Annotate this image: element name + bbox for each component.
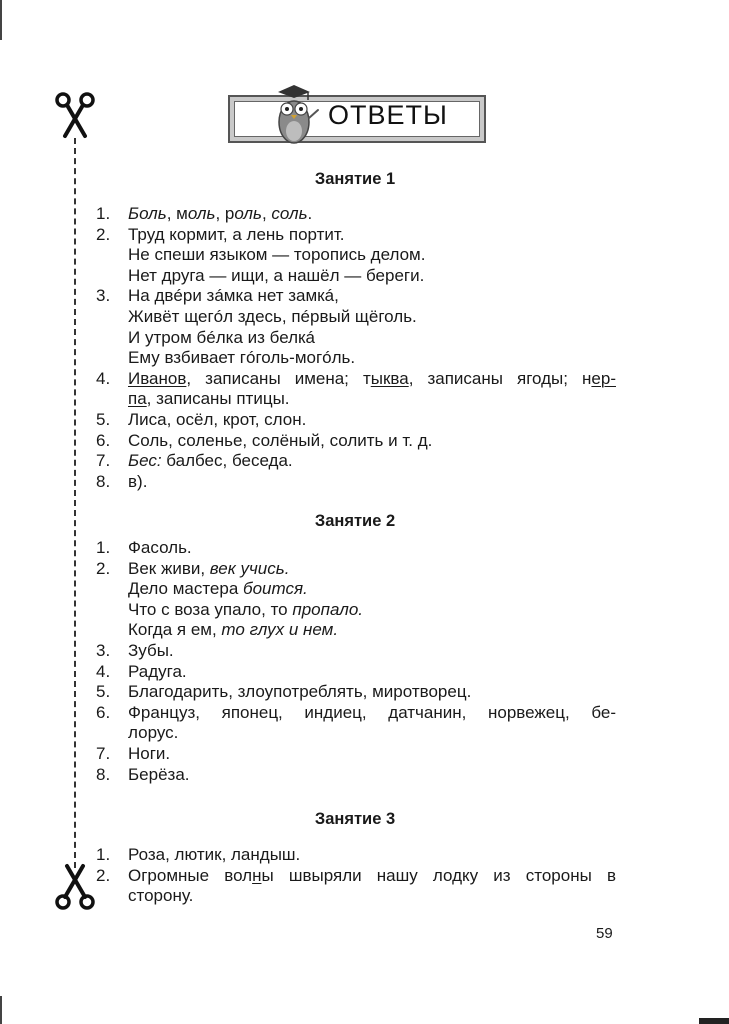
answer-text: боится. <box>243 579 308 599</box>
answer-text: Огромные вол <box>128 865 253 885</box>
answer-text: . <box>307 204 313 223</box>
answer-text: , р <box>215 204 235 223</box>
answer-item <box>96 682 616 703</box>
answer-text: ер- <box>591 368 616 388</box>
item-number: 1. <box>96 845 111 864</box>
item-number: 6. <box>96 702 111 722</box>
answer-text: н <box>252 865 262 885</box>
answer-text: Когда я ем, <box>128 620 222 640</box>
answer-text: Нет друга — ищи, а нашёл — береги. <box>128 265 425 285</box>
answer-item <box>96 204 616 225</box>
item-number: 6. <box>96 430 111 450</box>
lesson-heading: Занятие 1 <box>314 170 396 188</box>
answer-text: Лиса, осёл, крот, слон. <box>128 409 307 429</box>
answer-item <box>96 866 616 907</box>
item-number: 3. <box>96 286 111 306</box>
answer-text: Ноги. <box>128 743 171 763</box>
item-number: 8. <box>96 764 111 784</box>
answer-item <box>96 703 616 744</box>
item-number: 1. <box>96 538 111 557</box>
lesson-heading: Занятие 2 <box>314 512 396 530</box>
answer-text: Дело мастера <box>128 579 244 599</box>
answer-list <box>96 204 616 492</box>
item-number: 4. <box>96 661 111 681</box>
lesson-heading: Занятие 3 <box>314 810 396 828</box>
answer-text: , записаны имена; т <box>186 368 371 388</box>
answer-text: балбес, беседа. <box>161 451 293 471</box>
answer-text: Радуга. <box>128 661 187 681</box>
answer-text: Роза, лютик, ландыш. <box>128 845 301 864</box>
item-number: 1. <box>96 204 111 223</box>
answer-text: Живёт щегóл здесь, пéрвый щёголь. <box>128 306 417 326</box>
answer-item <box>96 559 616 641</box>
cut-line <box>74 138 76 868</box>
item-number: 3. <box>96 640 111 660</box>
title-banner <box>228 95 486 143</box>
answer-item <box>96 641 616 662</box>
answer-item <box>96 538 616 559</box>
answer-text: Соль, соленье, солёный, солить и т. д. <box>128 430 433 450</box>
answer-text: Берёза. <box>128 764 190 784</box>
answer-text: , <box>261 204 272 223</box>
answer-text: , записаны ягоды; н <box>408 368 592 388</box>
answer-text: ыква <box>370 368 409 388</box>
answer-text: Ему взбивает гóголь-могóль. <box>128 348 356 368</box>
answer-text: На двéри зáмка нет замкá, <box>128 286 339 306</box>
page-title: ОТВЕТЫ <box>328 100 448 130</box>
answer-text: оль <box>187 204 216 223</box>
answer-item <box>96 286 616 368</box>
answer-item <box>96 369 616 410</box>
answer-text: Боль <box>128 204 167 223</box>
item-number: 7. <box>96 743 111 763</box>
answer-text: И утром бéлка из белкá <box>128 327 315 347</box>
page-edge-mark <box>0 0 2 40</box>
item-number: 2. <box>96 865 111 885</box>
answer-text: в). <box>128 471 148 491</box>
answer-text: Век живи, <box>128 558 210 578</box>
answer-text: Что с воза упало, то <box>128 599 293 619</box>
answer-text: Благодарить, злоупотреблять, миротворец. <box>128 682 472 702</box>
owl-icon <box>268 82 320 146</box>
item-number: 8. <box>96 471 111 491</box>
answer-text: Зубы. <box>128 640 174 660</box>
answer-text: то глух и нем. <box>221 620 339 640</box>
answer-item <box>96 410 616 431</box>
answer-item <box>96 472 616 493</box>
answer-text: па <box>128 389 147 409</box>
answer-text: Бес: <box>128 451 162 471</box>
answer-text: пропало. <box>292 599 364 619</box>
page-edge-mark <box>699 1018 729 1024</box>
answer-item <box>96 765 616 786</box>
answer-list <box>96 538 616 785</box>
answer-text: соль <box>271 204 308 223</box>
answer-text: Не спеши языком — торопись делом. <box>128 245 426 265</box>
scissors-icon <box>55 862 95 910</box>
item-number: 2. <box>96 558 111 578</box>
page-number: 59 <box>596 925 613 942</box>
item-number: 4. <box>96 368 111 388</box>
answer-text: оль <box>234 204 262 223</box>
answer-text: сторону. <box>128 886 194 906</box>
answer-item <box>96 662 616 683</box>
answer-item <box>96 225 616 287</box>
item-number: 5. <box>96 409 111 429</box>
answer-item <box>96 451 616 472</box>
answer-item <box>96 845 616 866</box>
item-number: 5. <box>96 682 111 702</box>
answer-text: Француз, японец, индиец, датчанин, норвежец, бе- <box>128 702 616 722</box>
answer-text: Фасоль. <box>128 538 192 557</box>
answer-list <box>96 845 616 907</box>
answer-item <box>96 744 616 765</box>
scissors-icon <box>55 92 95 140</box>
answer-text: , м <box>166 204 188 223</box>
answer-text: , записаны птицы. <box>146 389 290 409</box>
answer-text: Труд кормит, а лень портит. <box>128 224 345 244</box>
item-number: 2. <box>96 224 111 244</box>
answer-text: век учись. <box>209 558 290 578</box>
answer-item <box>96 431 616 452</box>
answer-text: лорус. <box>128 723 179 743</box>
answer-text: Иванов <box>128 368 187 388</box>
item-number: 7. <box>96 451 111 471</box>
page-edge-mark <box>0 996 2 1024</box>
answer-text: ы швыряли нашу лодку из стороны в <box>261 865 616 885</box>
